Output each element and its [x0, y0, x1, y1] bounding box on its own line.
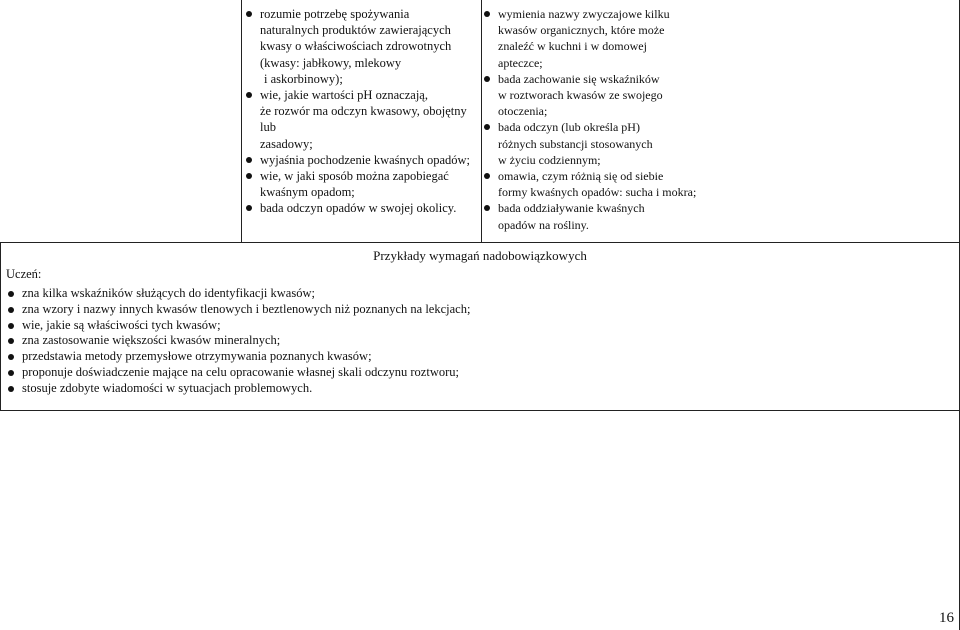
list-item-line: opadów na rośliny. — [498, 217, 589, 232]
list-item-line: bada oddziaływanie kwaśnych — [498, 201, 645, 216]
list-item-text: przedstawia metody przemysłowe otrzymywania poznanych kwasów; — [22, 349, 372, 364]
list-item — [260, 87, 475, 152]
bullet-icon — [8, 338, 14, 344]
list-item-line: wie, jakie wartości pH oznaczają, — [260, 88, 428, 103]
list-item-line: formy kwaśnych opadów: sucha i mokra; — [498, 185, 697, 200]
list-item — [498, 119, 728, 168]
requirements-column-left — [260, 6, 475, 217]
list-item-text: zna wzory i nazwy innych kwasów tlenowych i beztlenowych niż poznanych na lekcjach; — [22, 301, 471, 316]
list-item — [22, 286, 470, 302]
list-item-line: bada odczyn opadów w swojej okolicy. — [260, 201, 457, 216]
list-item-line: że rozwór ma odczyn kwasowy, obojętny lub — [260, 104, 467, 135]
list-item — [498, 200, 728, 232]
bullet-icon — [246, 157, 252, 163]
list-item-text: zna zastosowanie większości kwasów mineralnych; — [22, 333, 281, 348]
table-bottom-border — [0, 410, 960, 411]
list-item-line: apteczce; — [498, 55, 543, 70]
bullet-icon — [484, 124, 490, 130]
list-item — [498, 168, 728, 200]
bullet-icon — [246, 92, 252, 98]
list-item-line: omawia, czym różnią się od siebie — [498, 169, 664, 184]
list-item-text: proponuje doświadczenie mające na celu opracowanie własnej skali odczynu roztworu; — [22, 364, 459, 379]
table-border-mid — [481, 0, 482, 242]
list-item-line: kwaśnym opadom; — [260, 185, 355, 200]
list-item — [498, 71, 728, 120]
list-item-line: kwasów organicznych, które może — [498, 23, 665, 38]
extra-requirements-list — [22, 286, 470, 397]
list-item — [260, 6, 475, 87]
bullet-icon — [246, 11, 252, 17]
list-item-line: rozumie potrzebę spożywania — [260, 7, 410, 21]
list-item-text: stosuje zdobyte wiadomości w sytuacjach problemowych. — [22, 380, 313, 395]
list-item — [498, 6, 728, 71]
list-item-line: bada zachowanie się wskaźników — [498, 71, 660, 86]
bullet-icon — [484, 205, 490, 211]
list-item-line: naturalnych produktów zawierających — [260, 23, 451, 38]
bullet-icon — [8, 307, 14, 313]
list-item-line: w roztworach kwasów ze swojego — [498, 88, 663, 103]
bullet-icon — [484, 173, 490, 179]
bullet-icon — [246, 173, 252, 179]
bullet-icon — [484, 76, 490, 82]
table-border-outer-left — [0, 242, 1, 410]
bullet-icon — [8, 323, 14, 329]
list-item — [22, 381, 470, 397]
list-item-line: znaleźć w kuchni i w domowej — [498, 39, 647, 54]
bullet-icon — [8, 386, 14, 392]
list-item-line: wie, w jaki sposób można zapobiegać — [260, 169, 449, 184]
bullet-icon — [8, 291, 14, 297]
list-item-line: zasadowy; — [260, 136, 313, 151]
list-item-line: różnych substancji stosowanych — [498, 136, 653, 151]
bullet-icon — [484, 11, 490, 17]
list-item — [22, 365, 470, 381]
list-item-line: (kwasy: jabłkowy, mlekowy — [260, 55, 402, 70]
bullet-icon — [246, 205, 252, 211]
list-item — [260, 200, 475, 216]
list-item-line: otoczenia; — [498, 104, 548, 119]
list-item-text: wie, jakie są właściwości tych kwasów; — [22, 317, 221, 332]
list-item — [22, 302, 470, 318]
table-border-left — [241, 0, 242, 242]
list-item-line: kwasy o właściwościach zdrowotnych — [260, 39, 452, 54]
bullet-icon — [8, 370, 14, 376]
list-item-text: zna kilka wskaźników służących do identyfikacji kwasów; — [22, 286, 315, 300]
list-item-line: bada odczyn (lub określa pH) — [498, 120, 640, 135]
bullet-icon — [8, 354, 14, 360]
list-item-line: wyjaśnia pochodzenie kwaśnych opadów; — [260, 152, 471, 167]
section-heading: Przykłady wymagań nadobowiązkowych — [373, 248, 587, 263]
list-item — [260, 152, 475, 168]
list-item — [22, 318, 470, 334]
list-item-line: w życiu codziennym; — [498, 152, 601, 167]
list-item — [22, 333, 470, 349]
student-label: Uczeń: — [6, 267, 42, 281]
list-item-line: i askorbinowy); — [264, 71, 343, 86]
list-item — [260, 168, 475, 200]
list-item-line: wymienia nazwy zwyczajowe kilku — [498, 7, 670, 21]
requirements-column-right — [498, 6, 728, 233]
table-row-divider — [0, 242, 960, 243]
list-item — [22, 349, 470, 365]
page-number: 16 — [939, 610, 954, 626]
